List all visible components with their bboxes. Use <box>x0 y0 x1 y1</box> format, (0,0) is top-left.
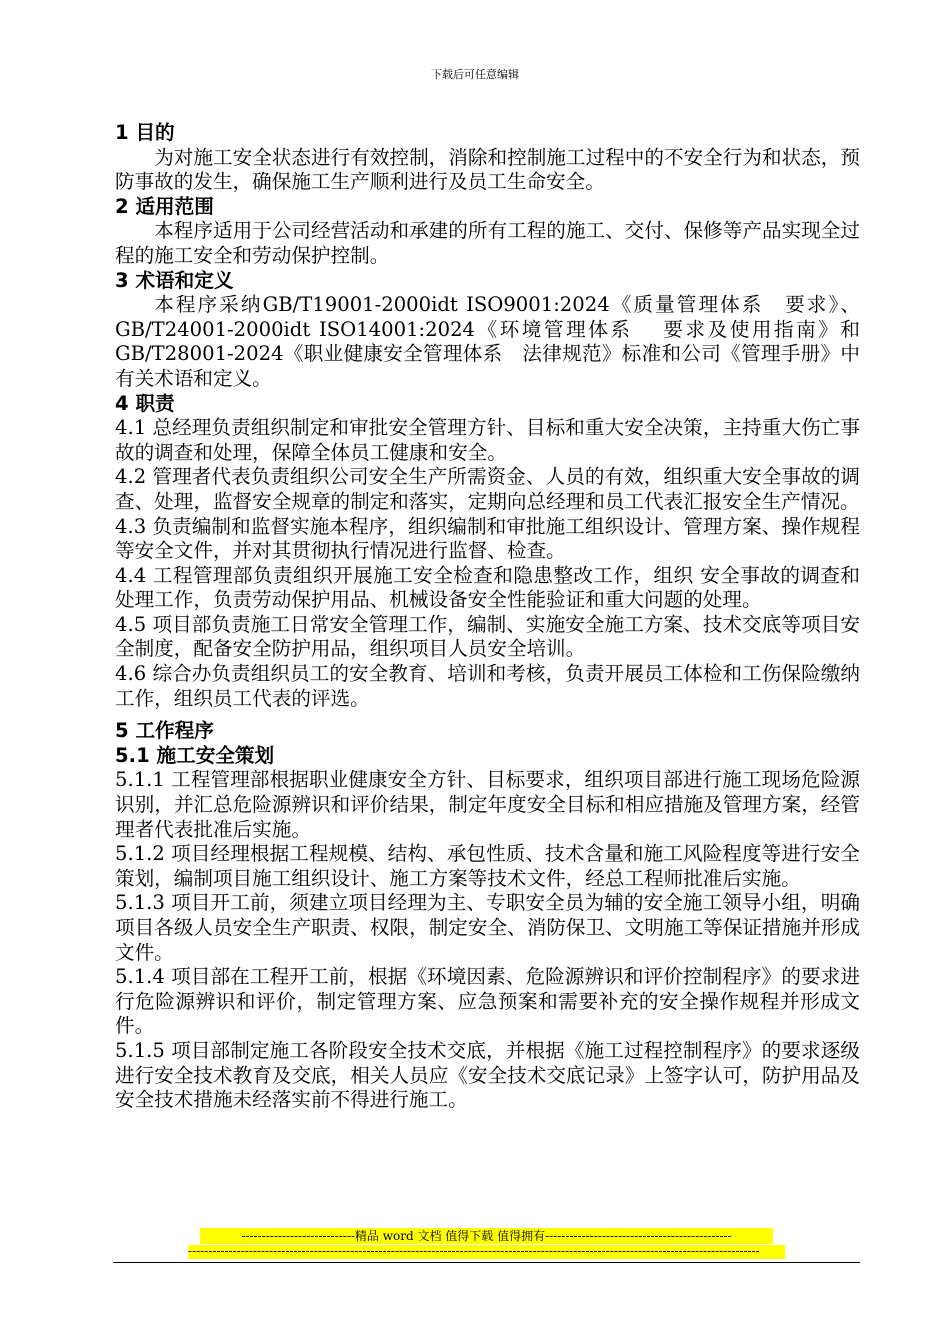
paragraph-5-1-3: 5.1.3 项目开工前，须建立项目经理为主、专职安全员为辅的安全施工领导小组，明确项目各级人员安全生产职责、权限，制定安全、消防保卫、文明施工等保证措施并形成文件。 <box>115 891 860 964</box>
paragraph-4-4: 4.4 工程管理部负责组织开展施工安全检查和隐患整改工作，组织 安全事故的调查和处理工作，负责劳动保护用品、机械设备安全性能验证和重大问题的处理。 <box>115 563 860 612</box>
paragraph-4-5: 4.5 项目部负责施工日常安全管理工作，编制、实施安全施工方案、技术交底等项目安全制度，配备安全防护用品，组织项目人员安全培训。 <box>115 612 860 661</box>
paragraph-4-3: 4.3 负责编制和监督实施本程序，组织编制和审批施工组织设计、管理方案、操作规程等安全文件，并对其贯彻执行情况进行监督、检查。 <box>115 514 860 563</box>
heading-scope: 2 适用范围 <box>115 194 214 218</box>
footer-banner: ----------------------------精品 word 文档 值得下载 值得拥有---------------------------------------------- <box>200 1228 773 1244</box>
paragraph-terms: 本程序采纳GB/T19001-2000idt ISO9001:2024《质量管理体系 要求》、GB/T24001-2000idt ISO14001:2024《环境管理体系 要求及使用指南》和GB/T28001-2024《职业健康安全管理体系 法律规范》标准和公司《管理手册》中有关术语和定义。 <box>115 293 860 390</box>
footer-dash-line: --------------------------------------------------------------------------------------------------------------------------------------------- <box>188 1245 785 1259</box>
paragraph-5-1-2: 5.1.2 项目经理根据工程规模、结构、承包性质、技术含量和施工风险程度等进行安全策划，编制项目施工组织设计、施工方案等技术文件，经总工程师批准后实施。 <box>115 842 860 890</box>
paragraph-4-1: 4.1 总经理负责组织制定和审批安全管理方针、目标和重大安全决策，主持重大伤亡事故的调查和处理，保障全体员工健康和安全。 <box>115 416 860 464</box>
header-note: 下载后可任意编辑 <box>431 68 519 81</box>
paragraph-scope: 本程序适用于公司经营活动和承建的所有工程的施工、交付、保修等产品实现全过程的施工安全和劳动保护控制。 <box>115 219 860 267</box>
heading-5-1: 5.1 施工安全策划 <box>115 743 275 767</box>
heading-responsibilities: 4 职责 <box>115 391 175 415</box>
heading-purpose: 1 目的 <box>115 121 175 144</box>
paragraph-5-1-1: 5.1.1 工程管理部根据职业健康安全方针、目标要求，组织项目部进行施工现场危险源识别，并汇总危险源辨识和评价结果，制定年度安全目标和相应措施及管理方案，经管理者代表批准后实施。 <box>115 768 860 841</box>
paragraph-5-1-5: 5.1.5 项目部制定施工各阶段安全技术交底，并根据《施工过程控制程序》的要求逐级进行安全技术教育及交底，相关人员应《安全技术交底记录》上签字认可，防护用品及安全技术措施未经落实前不得进行施工。 <box>115 1038 860 1112</box>
heading-terms: 3 术语和定义 <box>115 268 234 292</box>
paragraph-4-2: 4.2 管理者代表负责组织公司安全生产所需资金、人员的有效，组织重大安全事故的调查、处理，监督安全规章的制定和落实，定期向总经理和员工代表汇报安全生产情况。 <box>115 465 860 513</box>
paragraph-5-1-4: 5.1.4 项目部在工程开工前，根据《环境因素、危险源辨识和评价控制程序》的要求进行危险源辨识和评价，制定管理方案、应急预案和需要补充的安全操作规程并形成文件。 <box>115 965 860 1038</box>
paragraph-purpose: 为对施工安全状态进行有效控制，消除和控制施工过程中的不安全行为和状态，预防事故的发生，确保施工生产顺利进行及员工生命安全。 <box>115 145 860 194</box>
document-body <box>115 121 860 1113</box>
heading-procedure: 5 工作程序 <box>115 719 214 743</box>
footer-rule <box>113 1262 860 1263</box>
paragraph-4-6: 4.6 综合办负责组织员工的安全教育、培训和考核，负责开展员工体检和工伤保险缴纳工作，组织员工代表的评选。 <box>115 662 860 710</box>
